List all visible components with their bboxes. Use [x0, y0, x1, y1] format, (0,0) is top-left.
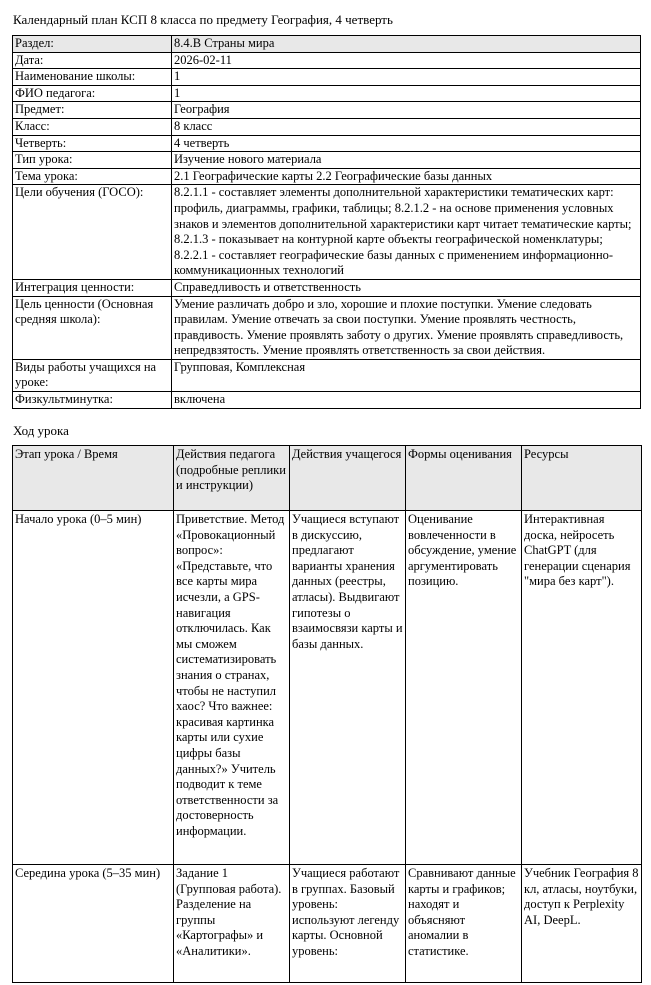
- info-key: Тип урока:: [13, 152, 172, 169]
- plan-cell-teacher: Задание 1 (Групповая работа). Разделение на группы «Картографы» и «Аналитики».: [174, 865, 290, 983]
- info-value: 8 класс: [172, 118, 641, 135]
- plan-cell-student: Учащиеся вступают в дискуссию, предлагают варианты хранения данных (реестры, атласы). Выдвигают гипотезы о взаимосвязи карты и базы данных.: [290, 511, 406, 865]
- info-row: [13, 69, 641, 86]
- info-key: Класс:: [13, 118, 172, 135]
- info-key: Четверть:: [13, 135, 172, 152]
- info-value: 8.4.В Страны мира: [172, 36, 641, 53]
- info-key: Раздел:: [13, 36, 172, 53]
- info-key: Физкультминутка:: [13, 392, 172, 409]
- plan-header-row: [13, 446, 642, 511]
- info-value: 2.1 Географические карты 2.2 Географические базы данных: [172, 168, 641, 185]
- lesson-plan-table: [12, 445, 642, 983]
- info-value: 1: [172, 85, 641, 102]
- info-value: 8.2.1.1 - составляет элементы дополнительной характеристики тематических карт: профиль, диаграммы, графики, таблицы; 8.2.1.2 - на основе применения условных знаков и элементов дополнительной характеристики карт читает тематические карты; 8.2.1.3 - показывает на контурной карте объекты географической номенклатуры; 8.2.2.1 - составляет географические базы данных с применением информационно-коммуникационных технологий: [172, 185, 641, 280]
- plan-cell-assessment: Сравнивают данные карты и графиков; находят и объясняют аномалии в статистике.: [406, 865, 522, 983]
- info-key: Интеграция ценности:: [13, 279, 172, 296]
- section-heading: Ход урока: [13, 423, 69, 438]
- info-key: Предмет:: [13, 102, 172, 119]
- info-key: Наименование школы:: [13, 69, 172, 86]
- info-row: [13, 118, 641, 135]
- info-row: [13, 279, 641, 296]
- info-value: включена: [172, 392, 641, 409]
- plan-cell-assessment: Оценивание вовлеченности в обсуждение, умение аргументировать позицию.: [406, 511, 522, 865]
- plan-cell-stage: Начало урока (0–5 мин): [13, 511, 174, 865]
- info-row: [13, 52, 641, 69]
- info-value: Умение различать добро и зло, хорошие и плохие поступки. Умение следовать правилам. Умение отвечать за свои поступки. Умение проявлять честность, правдивость. Умение проявлять заботу о других. Умение проявлять справедливость, непредвзятость. Умение проявлять ответственность за свои действия.: [172, 296, 641, 359]
- info-value: 4 четверть: [172, 135, 641, 152]
- plan-cell-student: Учащиеся работают в группах. Базовый уровень: используют легенду карты. Основной уровень:: [290, 865, 406, 983]
- info-row: [13, 392, 641, 409]
- header-assessment: Формы оценивания: [406, 446, 522, 511]
- plan-cell-stage: Середина урока (5–35 мин): [13, 865, 174, 983]
- header-teacher-actions: Действия педагога (подробные реплики и инструкции): [174, 446, 290, 511]
- info-key: Цель ценности (Основная средняя школа):: [13, 296, 172, 359]
- plan-row-middle: [13, 865, 642, 983]
- info-value: 1: [172, 69, 641, 86]
- info-key: Дата:: [13, 52, 172, 69]
- info-row: [13, 152, 641, 169]
- plan-cell-teacher: Приветствие. Метод «Провокационный вопрос»: «Представьте, что все карты мира исчезли, а GPS-навигация отключилась. Как мы сможем систематизировать знания о странах, чтобы не наступил хаос? Что важнее: красивая картинка карты или сухие цифры базы данных?» Учитель подводит к теме ответственности за достоверность информации.: [174, 511, 290, 865]
- info-key: Цели обучения (ГОСО):: [13, 185, 172, 280]
- info-key: Тема урока:: [13, 168, 172, 185]
- info-key: Виды работы учащихся на уроке:: [13, 359, 172, 391]
- header-student-actions: Действия учащегося: [290, 446, 406, 511]
- info-value: География: [172, 102, 641, 119]
- header-stage: Этап урока / Время: [13, 446, 174, 511]
- info-row: [13, 102, 641, 119]
- plan-row-start: [13, 511, 642, 865]
- info-value: Справедливость и ответственность: [172, 279, 641, 296]
- info-row: [13, 85, 641, 102]
- info-key: ФИО педагога:: [13, 85, 172, 102]
- info-row: [13, 135, 641, 152]
- info-row: [13, 359, 641, 391]
- info-row: [13, 36, 641, 53]
- document-title: Календарный план КСП 8 класса по предмету География, 4 четверть: [13, 12, 393, 27]
- info-value: Групповая, Комплексная: [172, 359, 641, 391]
- info-row: [13, 185, 641, 280]
- plan-cell-resources: Интерактивная доска, нейросеть ChatGPT (для генерации сценария "мира без карт").: [522, 511, 642, 865]
- info-row: [13, 168, 641, 185]
- info-row: [13, 296, 641, 359]
- info-value: Изучение нового материала: [172, 152, 641, 169]
- info-value: 2026-02-11: [172, 52, 641, 69]
- lesson-info-table: [12, 35, 641, 409]
- plan-cell-resources: Учебник География 8 кл, атласы, ноутбуки, доступ к Perplexity AI, DeepL.: [522, 865, 642, 983]
- header-resources: Ресурсы: [522, 446, 642, 511]
